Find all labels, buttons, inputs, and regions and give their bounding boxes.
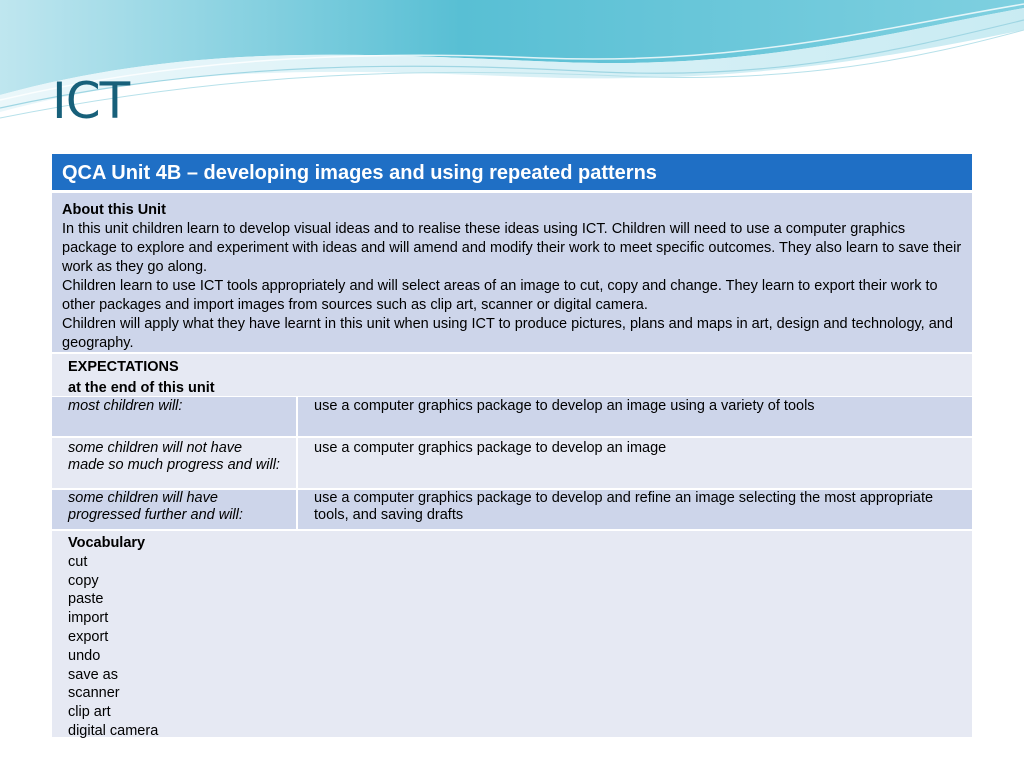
row-expectation: use a computer graphics package to develop and refine an image selecting the most appropriate tools, and saving drafts: [314, 490, 934, 523]
about-paragraph: Children learn to use ICT tools appropriately and will select areas of an image to cut, copy and change. They learn to export their work to other packages and import images from sources such as clip art, scanner or digital camera.: [62, 278, 938, 313]
vocabulary-section: [52, 531, 972, 737]
vocabulary-word: digital camera: [68, 722, 159, 739]
vocabulary-word: clip art: [68, 704, 111, 721]
table-row: [52, 490, 972, 531]
vocabulary-word: cut: [68, 553, 88, 570]
about-heading: About this Unit: [62, 202, 166, 218]
about-paragraph: Children will apply what they have learnt in this unit when using ICT to produce pictures, plans and maps in art, design and technology, and geography.: [62, 316, 953, 351]
row-group-label: some children will not have made so much progress and will:: [52, 438, 298, 488]
row-expectation: use a computer graphics package to develop an image: [314, 440, 667, 456]
expectations-heading: [52, 354, 972, 397]
row-expectation: use a computer graphics package to develop an image using a variety of tools: [314, 398, 815, 414]
vocabulary-word: copy: [68, 572, 99, 589]
table-row: [52, 438, 972, 490]
vocabulary-word: export: [68, 628, 109, 645]
expectations-subtitle: at the end of this unit: [68, 380, 215, 396]
row-group-label: some children will have progressed further and will:: [52, 490, 298, 529]
vocabulary-word: import: [68, 610, 109, 627]
row-group-label: most children will:: [52, 397, 298, 436]
vocabulary-word: undo: [68, 647, 101, 664]
about-paragraph: In this unit children learn to develop visual ideas and to realise these ideas using ICT. Children will need to use a computer graphics package to explore and experiment with ideas and will amend and modify their work to meet specific outcomes. They also learn to save their work as they go along.: [62, 221, 962, 275]
expectations-title: EXPECTATIONS: [68, 359, 179, 375]
about-section: [52, 193, 972, 354]
vocabulary-word: save as: [68, 666, 118, 683]
header-wave-decoration: [0, 0, 1024, 130]
unit-table: [52, 154, 972, 737]
vocabulary-word: paste: [68, 591, 104, 608]
vocabulary-word: scanner: [68, 685, 120, 702]
table-row: [52, 397, 972, 438]
vocabulary-heading: Vocabulary: [68, 535, 146, 551]
table-header: QCA Unit 4B – developing images and using repeated patterns: [52, 154, 972, 193]
slide-title: ICT: [52, 72, 130, 130]
